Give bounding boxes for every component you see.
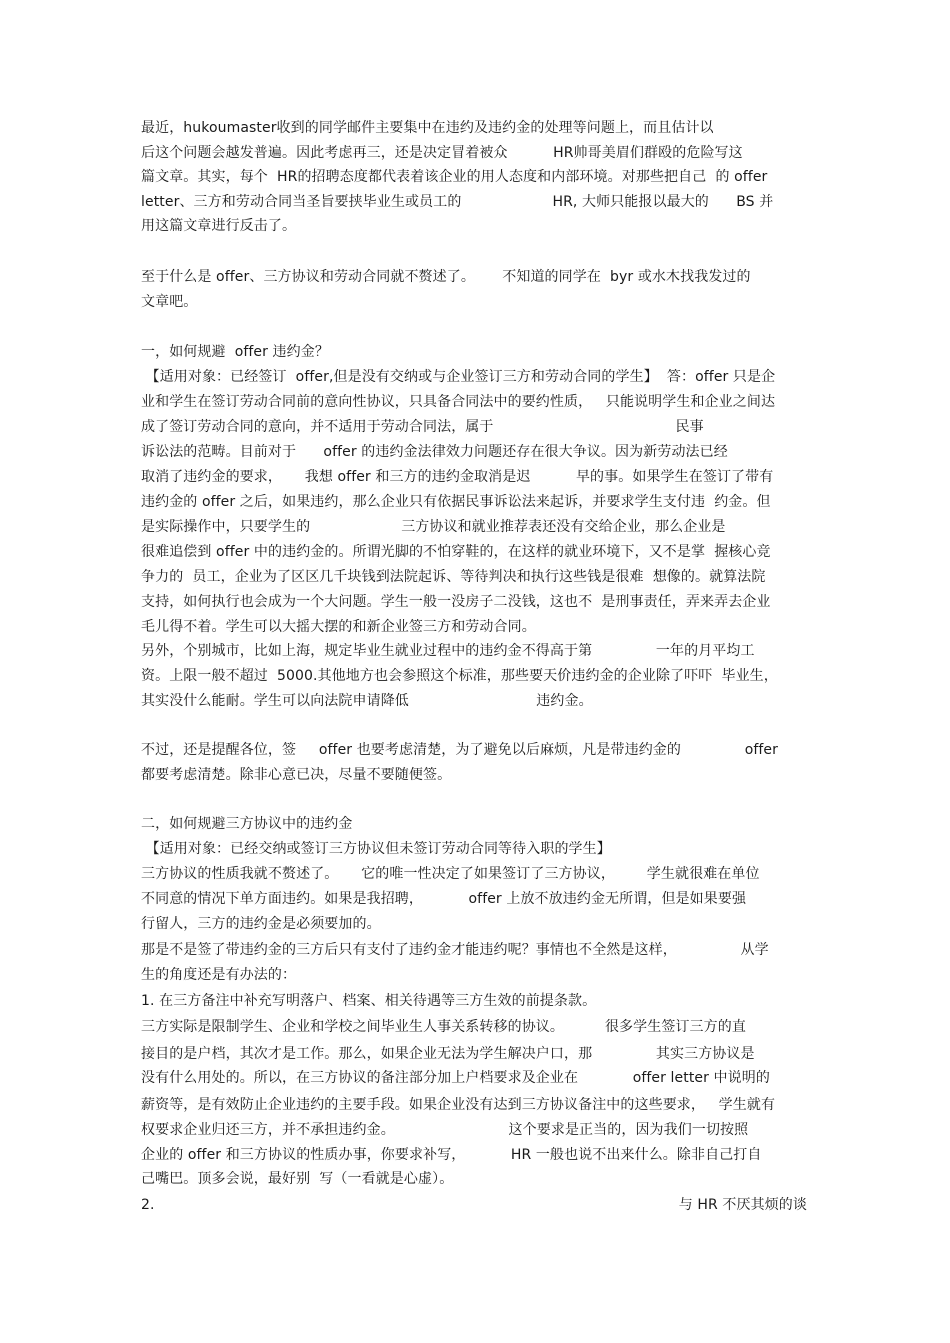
text-line: 诉讼法的范畴。目前对于 offer 的违约金法律效力问题还存在很大争议。因为新劳动法已经 [141,444,728,460]
text-line: 与 HR 不厌其烦的谈 [678,1197,807,1213]
text-line: 己嘴巴。顶多会说，最好别 写（一看就是心虚）。 [141,1171,454,1187]
text-line: 争力的 员工，企业为了区区几千块钱到法院起诉、等待判决和执行这些钱是很难 想像的。就算法院 [141,569,766,585]
text-line: 违约金的 offer 之后，如果违约，那么企业只有依据民事诉讼法来起诉，并要求学生支付违 约金。但 [141,494,771,510]
text-line: 行留人，三方的违约金是必须要加的。 [141,916,381,932]
text-line: 权要求企业归还三方，并不承担违约金。 这个要求是正当的，因为我们一切按照 [141,1122,749,1138]
text-line: 那是不是签了带违约金的三方后只有支付了违约金才能违约呢？事情也不全然是这样， 从学 [141,942,769,958]
list-item-number: 2. [141,1197,155,1213]
text-line: 没有什么用处的。所以，在三方协议的备注部分加上户档要求及企业在 offer letter 中说明的 [141,1070,770,1086]
text-line: 用这篇文章进行反击了。 [141,218,297,234]
text-line: 后这个问题会越发普遍。因此考虑再三，还是决定冒着被众 HR帅哥美眉们群殴的危险写这 [141,145,743,161]
text-line: 篇文章。其实，每个 HR的招聘态度都代表着该企业的用人态度和内部环境。对那些把自己 的 offer [141,169,768,185]
text-line: 【适用对象：已经交纳或签订三方协议但未签订劳动合同等待入职的学生】 [141,841,611,857]
text-line: 三方协议的性质我就不赘述了。 它的唯一性决定了如果签订了三方协议， 学生就很难在单位 [141,866,760,882]
text-line: 不同意的情况下单方面违约。如果是我招聘， offer 上放不放违约金无所谓，但是如果要强 [141,891,747,907]
text-line: 生的角度还是有办法的： [141,967,297,983]
text-line: 资。上限一般不超过 5000.其他地方也会参照这个标准，那些要天价违约金的企业除了吓吓 毕业生， [141,668,778,684]
text-line: 另外，个别城市，比如上海，规定毕业生就业过程中的违约金不得高于第 一年的月平均工 [141,643,755,659]
text-line: 是实际操作中，只要学生的 三方协议和就业推荐表还没有交给企业，那么企业是 [141,519,726,535]
text-line: letter、三方和劳动合同当圣旨要挟毕业生或员工的 HR, 大师只能报以最大的 BS 并 [141,194,774,210]
text-line: 很难追偿到 offer 中的违约金的。所谓光脚的不怕穿鞋的，在这样的就业环境下，又不是掌 握核心竞 [141,544,771,560]
text-line: 支持，如何执行也会成为一个大问题。学生一般一没房子二没钱，这也不 是刑事责任，弄来弄去企业 [141,594,771,610]
text-line: 【适用对象：已经签订 offer,但是没有交纳或与企业签订三方和劳动合同的学生】 答：offer 只是企 [141,369,776,385]
text-line: 至于什么是 offer、三方协议和劳动合同就不赘述了。 不知道的同学在 byr 或水木找我发过的 [141,269,751,285]
text-line: 其实没什么能耐。学生可以向法院申请降低 违约金。 [141,693,593,709]
text-line: 成了签订劳动合同的意向，并不适用于劳动合同法，属于 民事 [141,419,704,435]
text-line: 三方实际是限制学生、企业和学校之间毕业生人事关系转移的协议。 很多学生签订三方的直 [141,1019,746,1035]
text-line: 不过，还是提醒各位，签 offer 也要考虑清楚，为了避免以后麻烦，凡是带违约金的 offer [141,742,778,758]
text-line: 薪资等，是有效防止企业违约的主要手段。如果企业没有达到三方协议备注中的这些要求， 学生就有 [141,1097,776,1113]
text-line: 最近，hukoumaster收到的同学邮件主要集中在违约及违约金的处理等问题上，而且估计以 [141,120,714,136]
text-line: 都要考虑清楚。除非心意已决，尽量不要随便签。 [141,767,452,783]
section-heading: 一，如何规避 offer 违约金？ [141,344,329,360]
text-line: 业和学生在签订劳动合同前的意向性协议，只具备合同法中的要约性质， 只能说明学生和企业之间达 [141,394,776,410]
section-heading: 二，如何规避三方协议中的违约金 [141,816,353,832]
text-line: 文章吧。 [141,294,198,310]
text-line: 取消了违约金的要求， 我想 offer 和三方的违约金取消是迟 早的事。如果学生在签订了带有 [141,469,774,485]
text-line: 毛儿得不着。学生可以大摇大摆的和新企业签三方和劳动合同。 [141,619,536,635]
list-item: 1. 在三方备注中补充写明落户、档案、相关待遇等三方生效的前提条款。 [141,993,597,1009]
text-line: 接目的是户档，其次才是工作。那么，如果企业无法为学生解决户口，那 其实三方协议是 [141,1046,755,1062]
text-line: 企业的 offer 和三方协议的性质办事，你要求补写， HR 一般也说不出来什么。除非自己打自 [141,1147,762,1163]
